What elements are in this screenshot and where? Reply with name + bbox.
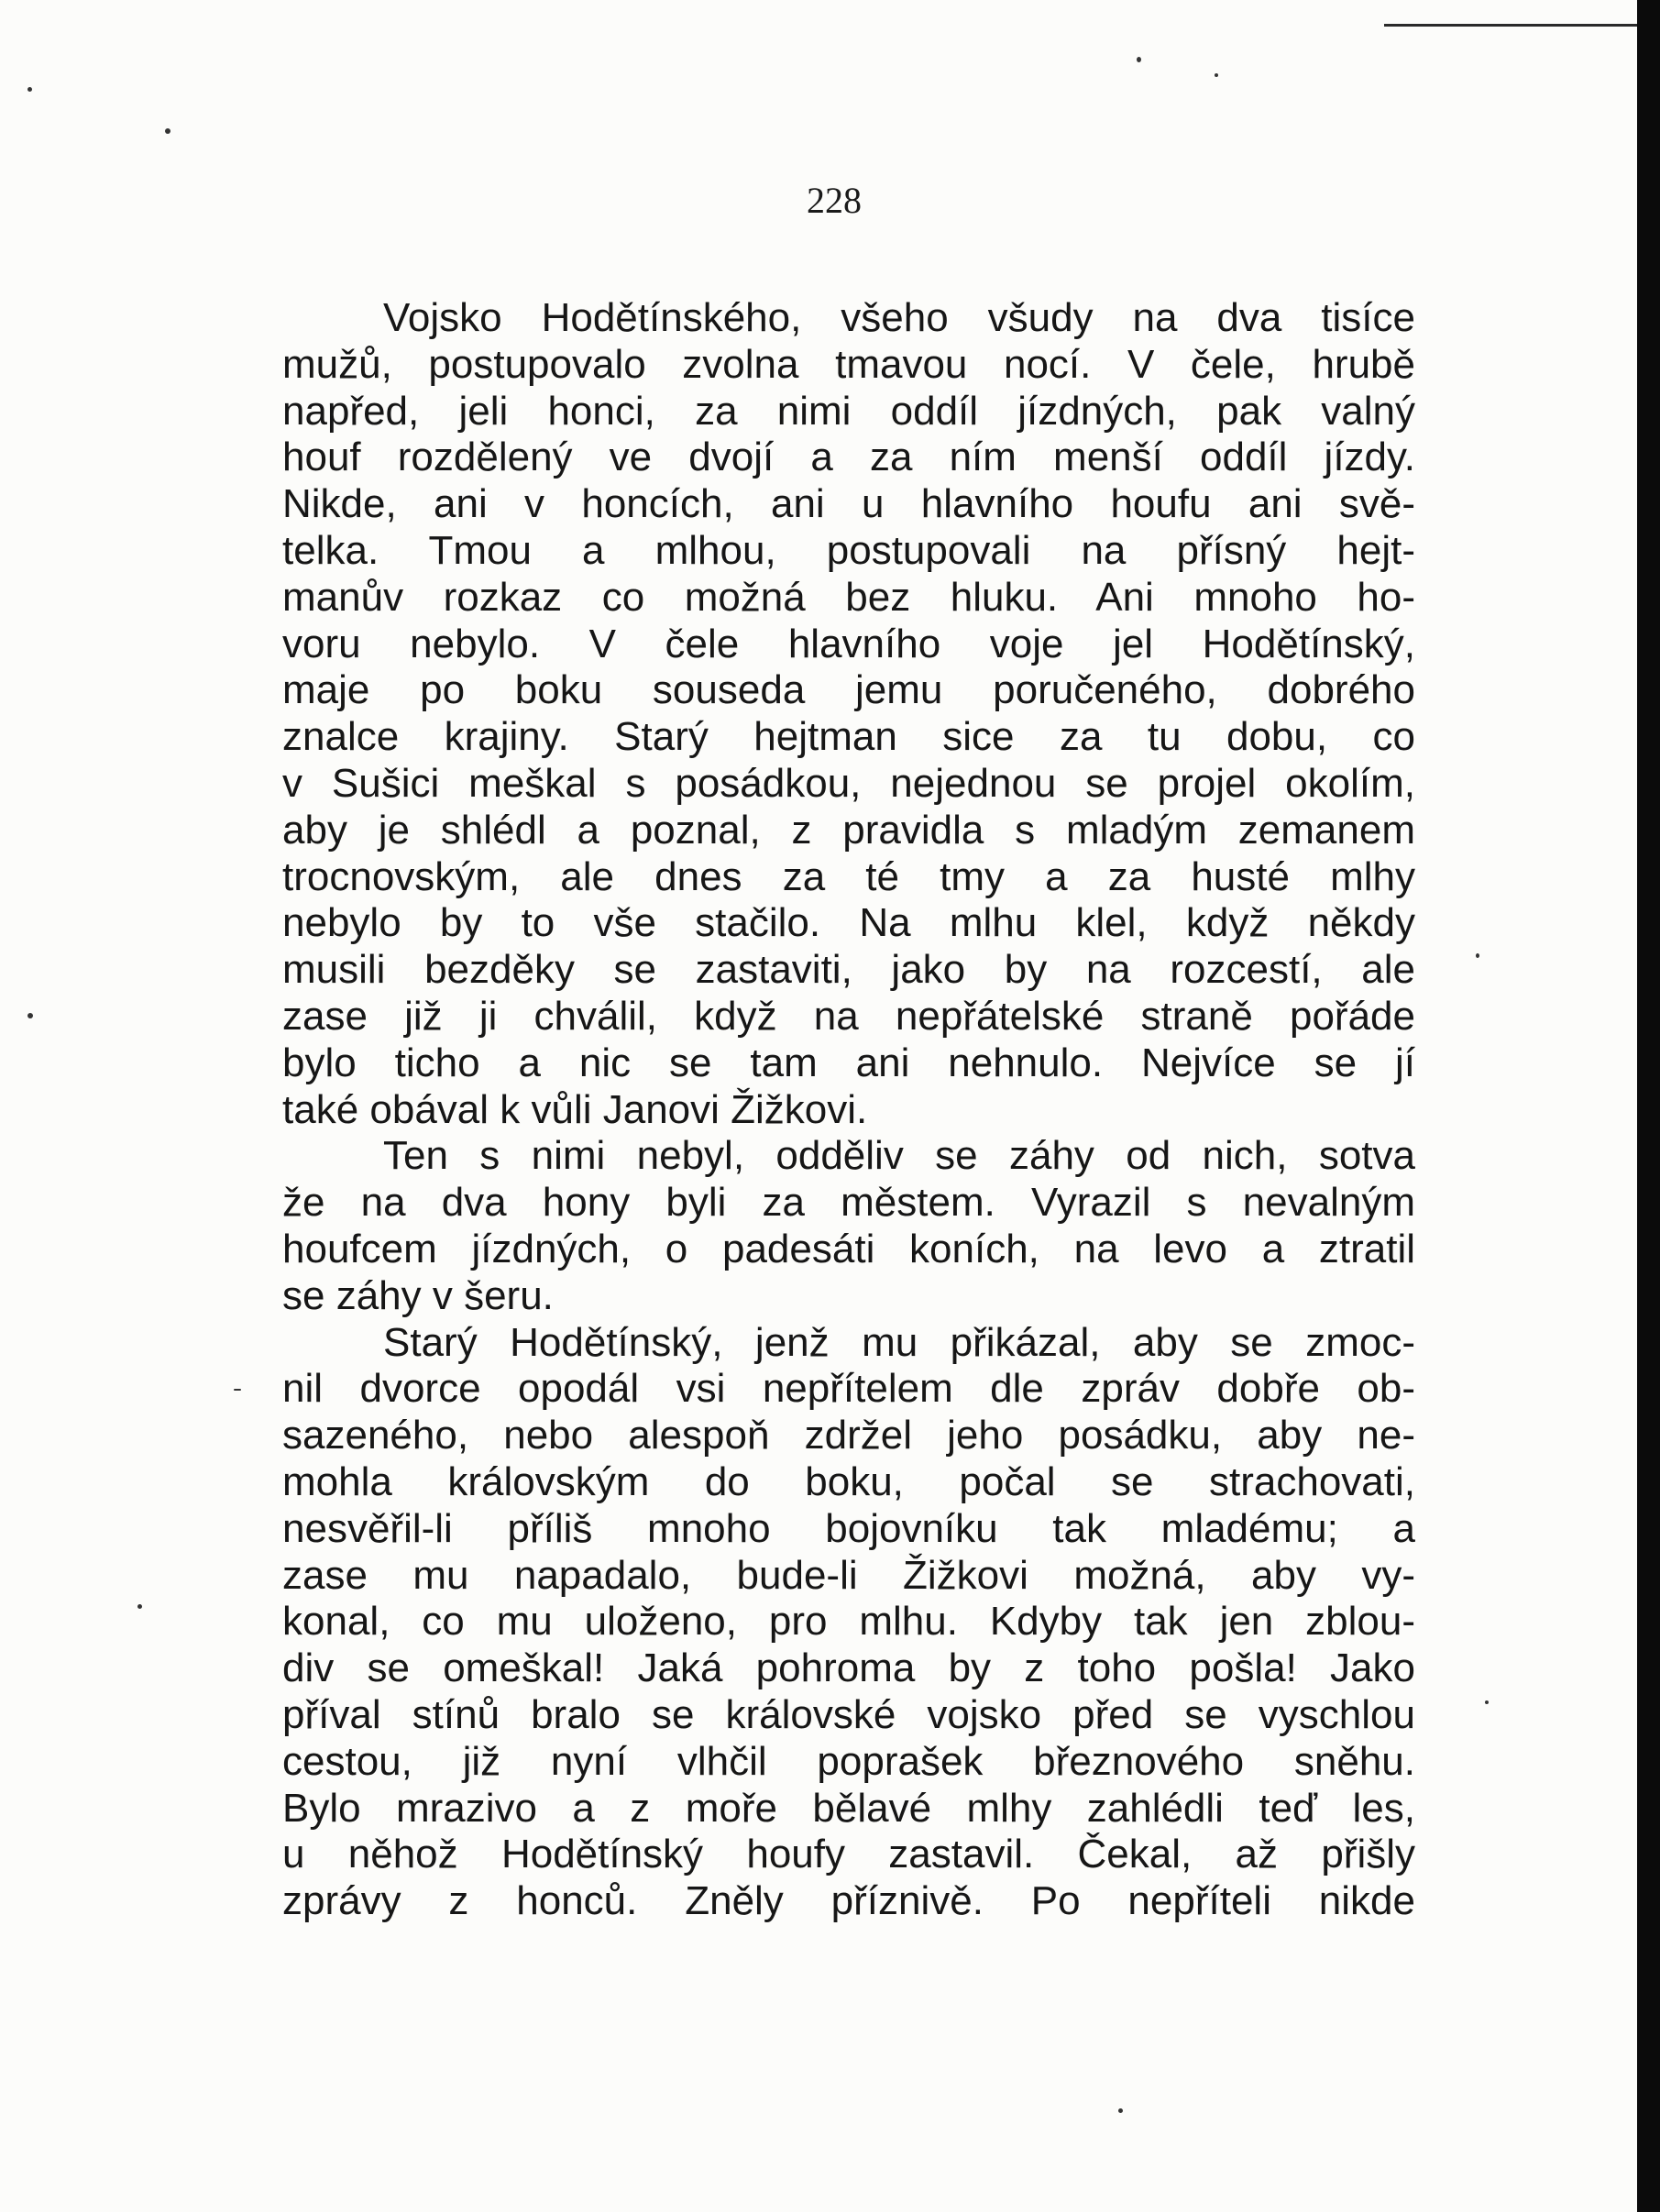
text-line: sazeného, nebo alespoň zdržel jeho posádku, aby ne- (282, 1413, 1415, 1458)
dust-speck (234, 1389, 241, 1391)
text-line: mohla královským do boku, počal se strachovati, (282, 1458, 1415, 1504)
text-line: telka. Tmou a mlhou, postupovali na přísný hejt- (282, 527, 1415, 573)
text-line: Vojsko Hodětínského, všeho všudy na dva tisíce (383, 295, 1415, 340)
body-text (282, 295, 1415, 1925)
text-line: houf rozdělený ve dvojí a za ním menší oddíl jízdy. (282, 435, 1415, 480)
text-line: maje po boku souseda jemu poručeného, dobrého (282, 667, 1415, 713)
text-line: napřed, jeli honci, za nimi oddíl jízdných, pak valný (282, 388, 1415, 434)
text-line: Bylo mrazivo a z moře bělavé mlhy zahlédli teď les, (282, 1785, 1415, 1831)
dust-speck (165, 128, 170, 134)
text-line: znalce krajiny. Starý hejtman sice za tu dobu, co (282, 714, 1415, 760)
dust-speck (27, 1013, 33, 1018)
text-line: voru nebylo. V čele hlavního voje jel Hodětínský, (282, 621, 1415, 666)
text-line: musili bezděky se zastaviti, jako by na rozcestí, ale (282, 947, 1415, 993)
scan-edge-top (1384, 24, 1637, 27)
text-line: trocnovským, ale dnes za té tmy a za husté mlhy (282, 853, 1415, 899)
text-line: v Sušici meškal s posádkou, nejednou se projel okolím, (282, 760, 1415, 806)
text-line: u něhož Hodětínský houfy zastavil. Čekal, až přišly (282, 1832, 1415, 1877)
text-line: se záhy v šeru. (282, 1272, 554, 1318)
text-line: aby je shlédl a poznal, z pravidla s mladým zemanem (282, 807, 1415, 853)
paragraph (282, 1320, 1415, 1925)
dust-speck (27, 87, 32, 92)
text-line: zprávy z honců. Zněly příznivě. Po nepříteli nikde (282, 1878, 1415, 1924)
text-line: div se omeškal! Jaká pohroma by z toho pošla! Jako (282, 1645, 1415, 1691)
text-line: zase již ji chválil, když na nepřátelské straně pořáde (282, 993, 1415, 1039)
dust-speck (1215, 73, 1218, 77)
text-line: Nikde, ani v honcích, ani u hlavního houfu ani svě- (282, 481, 1415, 527)
page-number: 228 (807, 180, 862, 221)
paragraph (282, 295, 1415, 1133)
text-line: cestou, již nyní vlhčil poprašek březnového sněhu. (282, 1738, 1415, 1784)
text-line: Ten s nimi nebyl, odděliv se záhy od nich, sotva (383, 1133, 1415, 1179)
paragraph (282, 1133, 1415, 1319)
text-line: konal, co mu uloženo, pro mlhu. Kdyby tak jen zblou- (282, 1599, 1415, 1645)
dust-speck (1137, 57, 1141, 62)
text-line: nesvěřil-li příliš mnoho bojovníku tak mladému; a (282, 1505, 1415, 1551)
text-line: houfcem jízdných, o padesáti koních, na levo a ztratil (282, 1226, 1415, 1271)
scan-dark-edge-right (1637, 0, 1660, 2212)
text-line: že na dva hony byli za městem. Vyrazil s nevalným (282, 1180, 1415, 1226)
text-line: také obával k vůli Janovi Žižkovi. (282, 1086, 868, 1132)
text-line: zase mu napadalo, bude-li Žižkovi možná, aby vy- (282, 1552, 1415, 1598)
text-line: Starý Hodětínský, jenž mu přikázal, aby se zmoc- (383, 1319, 1415, 1365)
dust-speck (1485, 1700, 1489, 1704)
text-line: příval stínů bralo se královské vojsko před se vyschlou (282, 1691, 1415, 1737)
dust-speck (1118, 2108, 1123, 2113)
text-line: nil dvorce opodál vsi nepřítelem dle zpráv dobře ob- (282, 1366, 1415, 1412)
dust-speck (137, 1604, 142, 1609)
text-line: nebylo by to vše stačilo. Na mlhu klel, když někdy (282, 900, 1415, 946)
text-line: manův rozkaz co možná bez hluku. Ani mnoho ho- (282, 574, 1415, 620)
text-line: bylo ticho a nic se tam ani nehnulo. Nejvíce se jí (282, 1040, 1415, 1085)
dust-speck (1476, 953, 1479, 958)
text-line: mužů, postupovalo zvolna tmavou nocí. V čele, hrubě (282, 341, 1415, 387)
